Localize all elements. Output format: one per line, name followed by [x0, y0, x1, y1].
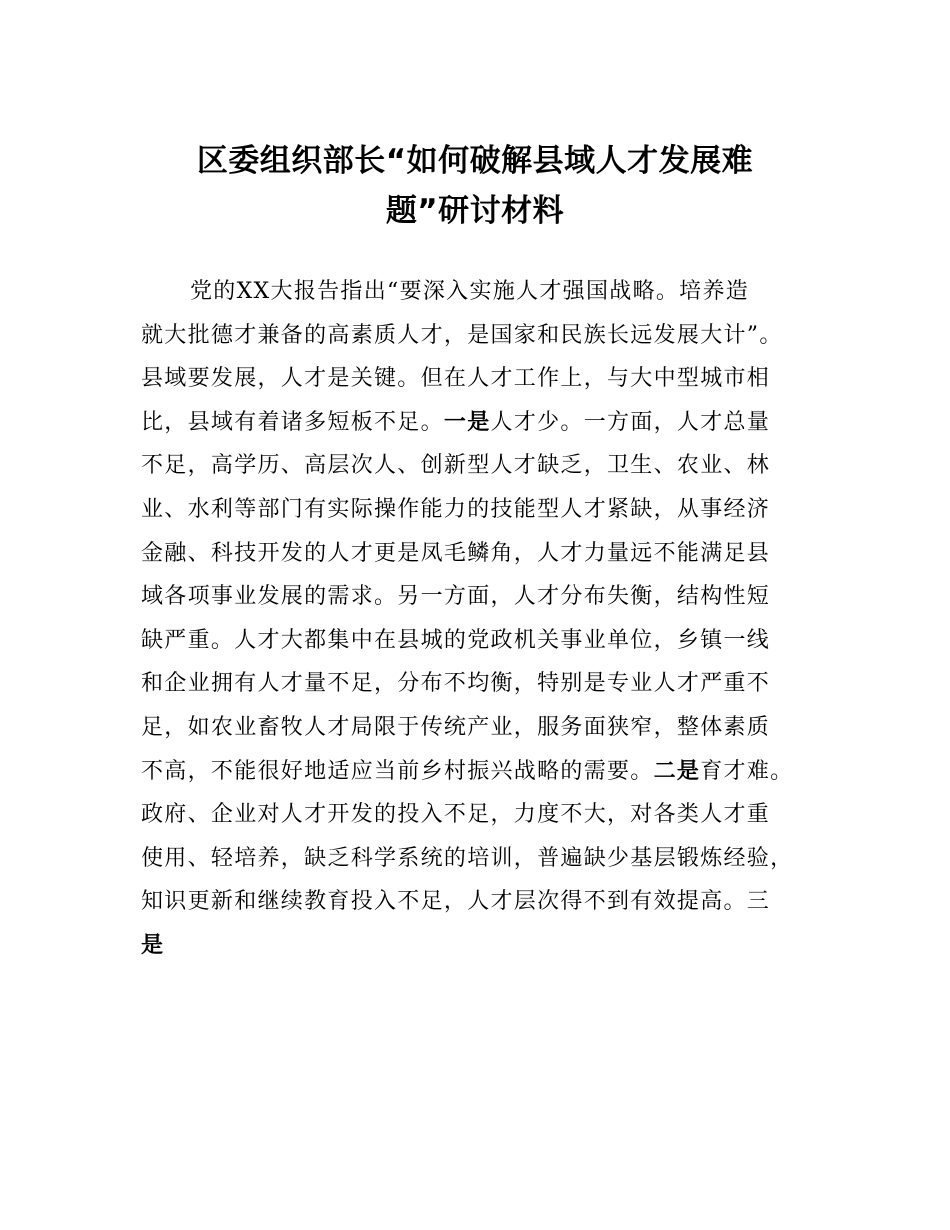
body-text-segment: 政府、企业对人才开发的投入不足，力度不大，对各类人才重 [141, 802, 771, 828]
body-text-segment: 金融、科技开发的人才更是凤毛鳞角，人才力量远不能满足县 [141, 540, 771, 566]
body-line [141, 444, 831, 488]
body-line [141, 357, 831, 401]
body-text-segment: 不高，不能很好地适应当前乡村振兴战略的需要。 [141, 758, 654, 784]
body-line [141, 314, 831, 358]
body-text-segment: 育才难。 [700, 758, 794, 784]
body-text-segment: 党的XX大报告指出“要深入实施人才强国战略。培养造 [190, 279, 750, 304]
body-line [141, 619, 831, 663]
body-line [141, 924, 831, 968]
bold-marker: 二是 [653, 758, 701, 784]
title-line-2: 题”研讨材料 [385, 193, 565, 229]
body-text-segment: 县域要发展，人才是关键。但在人才工作上，与大中型城市相 [141, 366, 771, 392]
body-line [141, 270, 831, 314]
body-text-segment: 域各项事业发展的需求。另一方面，人才分布失衡，结构性短 [141, 584, 771, 610]
body-line [141, 793, 831, 837]
body-text-segment: 缺严重。人才大都集中在县城的党政机关事业单位，乡镇一线 [141, 627, 771, 653]
body-text-segment: 不足，高学历、高层次人、创新型人才缺乏，卫生、农业、林 [141, 453, 771, 479]
body-text-segment: 足，如农业畜牧人才局限于传统产业，服务面狭窄，整体素质 [141, 714, 771, 740]
body-line [141, 488, 831, 532]
body-line [141, 532, 831, 576]
body-line [141, 706, 831, 750]
bold-marker: 一是 [443, 409, 491, 435]
body-text-segment: 使用、轻培养，缺乏科学系统的培训，普遍缺少基层锻炼经验， [141, 845, 794, 871]
body-text-segment: 就大批德才兼备的高素质人才，是国家和民族长远发展大计”。 [141, 322, 783, 348]
bold-marker: 是 [141, 932, 165, 958]
document-title [140, 136, 810, 236]
document-body [141, 270, 831, 968]
body-text-segment: 业、水利等部门有实际操作能力的技能型人才紧缺，从事经济 [141, 496, 771, 522]
body-line [141, 880, 831, 924]
body-line [141, 750, 831, 794]
body-text-segment: 和企业拥有人才量不足，分布不均衡，特别是专业人才严重不 [141, 671, 771, 697]
body-text-segment: 知识更新和继续教育投入不足，人才层次得不到有效提高。三 [141, 889, 771, 915]
body-text-segment: 人才少。一方面，人才总量 [490, 409, 771, 435]
body-text-segment: 比，县域有着诸多短板不足。 [141, 409, 444, 435]
body-line [141, 575, 831, 619]
body-line [141, 401, 831, 445]
body-line [141, 662, 831, 706]
body-line [141, 837, 831, 881]
title-line-1: 区委组织部长“如何破解县域人才发展难 [196, 143, 754, 179]
